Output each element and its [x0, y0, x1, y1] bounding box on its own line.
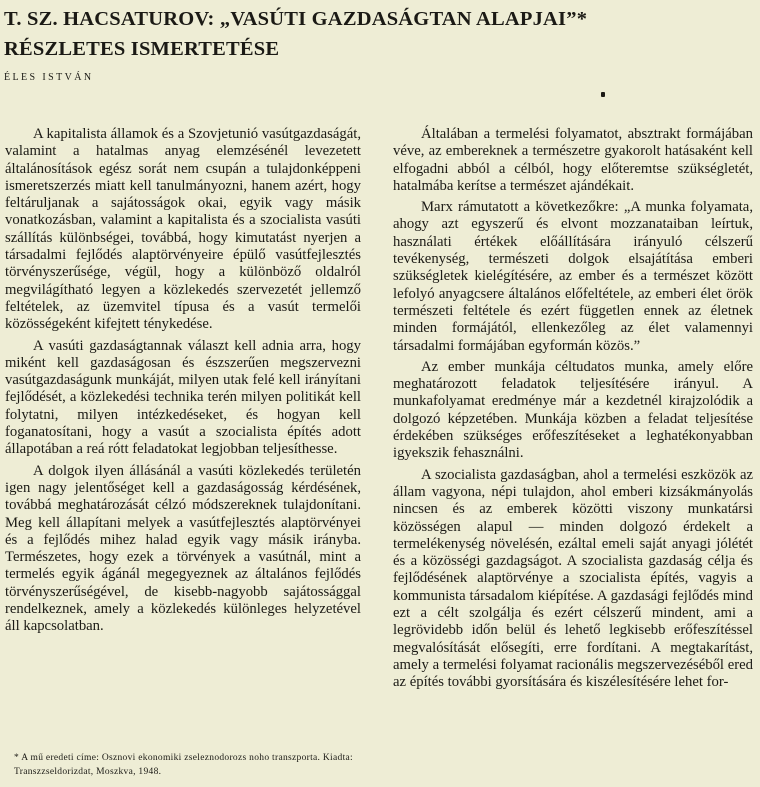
article-title — [4, 4, 756, 64]
print-speck — [601, 92, 605, 97]
footnote: * A mű eredeti címe: Osznovi ekonomiki zseleznodorozs noho transzporta. Kiadta: Transzzseldorizdat, Moszkva, 1948. — [14, 753, 353, 777]
paragraph: A dolgok ilyen állásánál a vasúti közlekedés területén igen nagy jelentőséget kell a gazdaságosság kérdésének, továbbá meghatározását célzó módszereknek tulajdonítani. Meg kell állapítani melyek a vasútfejlesztés alaptörvényei és a fejlődés mihez halad egyik vagy másik irányba. Természetes, hogy ezek a törvények a vasútnál, mint a termelés egyik ágánál megegyeznek az általános fejlődés törvényszerűségével, de kisebb-nagyobb sajátossággal rendelkeznek, amely a közlekedés különleges helyzetével áll kapcsolatban. — [5, 462, 361, 635]
article-title-line-2: RÉSZLETES ISMERTETÉSE — [4, 38, 280, 60]
paragraph: A vasúti gazdaságtannak választ kell adnia arra, hogy miként kell gazdaságosan és észszerűen megszervezni vasútgazdaságunk munkáját, milyen utak felé kell irányítani fejlődését, a közlekedési technika terén milyen politikát kell folytatni, milyen intézkedéseket, és hogyan kell foganatosítani, hogy a vasút a szocialista építés adott állapotában a reá rótt feladatokat legjobban teljesíthesse. — [5, 337, 361, 458]
article-title-line-1: T. SZ. HACSATUROV: „VASÚTI GAZDASÁGTAN ALAPJAI”* — [4, 8, 588, 30]
left-column — [5, 126, 361, 636]
paragraph: Az ember munkája céltudatos munka, amely előre meghatározott feladatok teljesítésére irányul. A munkafolyamat eredménye már a kezdetnél kirajzolódik a dolgozó képzetében. Munkája közben a feladat teljesítése érdekében szükséges erőfeszítéseket a leghatékonyabban igyekszik fehasználni. — [393, 358, 753, 462]
author-byline: ÉLES ISTVÁN — [4, 72, 94, 83]
paragraph: A kapitalista államok és a Szovjetunió vasútgazdaságát, valamint a hatalmas anyag elemzésénél levezetett általánosítások egész sorát nem csupán a tulajdonképpeni ismeretszerzés miatt kell tanulmányozni, hanem azért, hogy feltáruljanak a sajátosságok okai, egyik vagy másik vonatkozásban, valamint a kapitalista és a szocialista vasúti szállítás különbségei, továbbá, hogy kimutatást nyerjen a társadalmi fejlődés alaptörvényeire épülő vasútfejlesztés törvényszerűsége, végül, hogy a különböző oldalról megvilágítható legyen a közlekedés szervezetét jellemző feltételek, az üzemvitel típusa és a vasút termelői közösségeként kifejtett ténykedése. — [5, 126, 361, 333]
paragraph: Marx rámutatott a következőkre: „A munka folyamata, ahogy azt egyszerű és elvont mozzanataiban leírtuk, használati értékek előállítására irányuló célszerű tevékenység, természeti dolgok elsajátítása emberi szükségletek kielégítésére, az ember és a természet között lefolyó anyagcsere általános előfeltétele, az emberi élet örök természeti feltétele és ezért független ennek az életnek minden formájától, ellenkezőleg az élet valamennyi társadalmi formájában egyformán közös.” — [393, 199, 753, 354]
paragraph: Általában a termelési folyamatot, absztrakt formájában véve, az embereknek a természetre gyakorolt hatásaként kell elfogadni abból a célból, hogy előteremtse szükségletét, hatalmába kerítse a természet ajándékait. — [393, 126, 753, 194]
right-column — [393, 126, 753, 692]
paragraph: A szocialista gazdaságban, ahol a termelési eszközök az állam vagyona, népi tulajdon, ahol emberi kizsákmányolás nincsen és az emberek közötti viszony munkatársi közösségen alapul — minden dolgozó érdekelt a termelékenység növelésén, ezáltal emeli saját anyagi jólétét és a közösségi gazdagságot. A szocialista gazdaság célja és fejlődésének alaptörvénye a szocialista építés, vagyis a kommunista társadalom kiépítése. A gazdasági fejlődés mind ezt a célt szolgálja és ezért célszerű mindent, ami a legrövidebb időn belül és lehető legkisebb erőfeszítéssel megvalósítását elősegíti, erre fordítani. A megtakarítást, amely a termelési folyamat racionális megszervezéséből ered az építés további gyorsítására és kiszélesítésére lehet for- — [393, 466, 753, 691]
